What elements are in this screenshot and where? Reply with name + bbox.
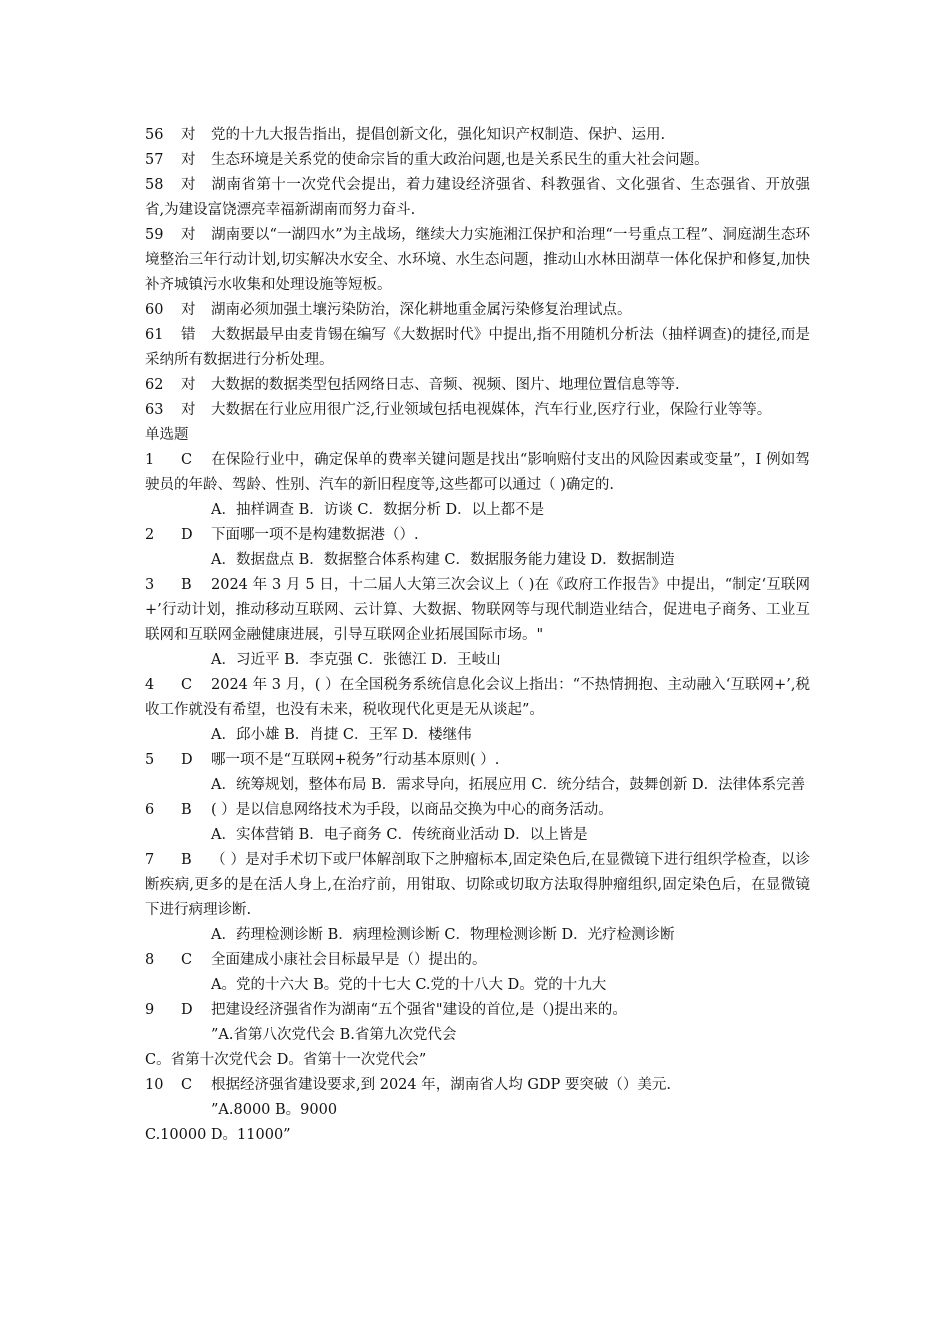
question-options-10: ”A.8000 B。9000: [211, 1102, 338, 1118]
question-item-3: 3 B 2024 年 3 月 5 日，十二届人大第三次会议上（ )在《政府工作报告》中提出，“制定‘互联网+’行动计划，推动移动互联网、云计算、大数据、物联网等与现代制造业结合，促进电子商务、工业互联网和互联网金融健康进展，引导互联网企业拓展国际市场。": [145, 577, 810, 643]
question-item-2: 2 D 下面哪一项不是构建数据港（）.: [145, 527, 419, 543]
question-options-8: A。党的十六大 B。党的十七大 C.党的十八大 D。党的十九大: [211, 977, 607, 993]
question-options-10-cont: C.10000 D。11000”: [145, 1127, 291, 1143]
judgment-item-61: 61 错 大数据最早由麦肯锡在编写《大数据时代》中提出,指不用随机分析法（抽样调查)的捷径,而是采纳所有数据进行分析处理。: [145, 327, 810, 368]
judgment-item-62: 62 对 大数据的数据类型包括网络日志、音频、视频、图片、地理位置信息等等.: [145, 377, 680, 393]
question-options-1: A．抽样调查 B．访谈 C．数据分析 D．以上都不是: [211, 502, 545, 518]
judgment-item-56: 56 对 党的十九大报告指出，提倡创新文化，强化知识产权制造、保护、运用.: [145, 127, 666, 143]
judgment-item-58: 58 对 湖南省第十一次党代会提出，着力建设经济强省、科教强省、文化强省、生态强省、开放强省,为建设富饶漂亮幸福新湖南而努力奋斗.: [145, 177, 810, 218]
judgment-item-57: 57 对 生态环境是关系党的使命宗旨的重大政治问题,也是关系民生的重大社会问题。: [145, 152, 709, 168]
question-item-1: 1 C 在保险行业中，确定保单的费率关键问题是找出“影响赔付支出的风险因素或变量”，I 例如驾驶员的年龄、驾龄、性别、汽车的新旧程度等,这些都可以通过（ )确定的.: [145, 452, 810, 493]
judgment-item-59: 59 对 湖南要以“一湖四水”为主战场，继续大力实施湘江保护和治理“一号重点工程”、洞庭湖生态环境整治三年行动计划,切实解决水安全、水环境、水生态问题，推动山水林田湖草一体化保护和修复,加快补齐城镇污水收集和处理设施等短板。: [145, 227, 810, 293]
question-options-9-cont: C。省第十次党代会 D。省第十一次党代会”: [145, 1052, 427, 1068]
question-item-8: 8 C 全面建成小康社会目标最早是（）提出的。: [145, 952, 487, 968]
question-options-6: A．实体营销 B．电子商务 C．传统商业活动 D．以上皆是: [211, 827, 588, 843]
question-options-9: ”A.省第八次党代会 B.省第九次党代会: [211, 1027, 457, 1043]
question-item-10: 10 C 根据经济强省建设要求,到 2024 年，湖南省人均 GDP 要突破（）美元.: [145, 1077, 672, 1093]
question-options-4: A．邱小雄 B．肖捷 C．王军 D．楼继伟: [211, 727, 472, 743]
question-options-5: A．统筹规划，整体布局 B．需求导向，拓展应用 C．统分结合，鼓舞创新 D．法律体系完善: [211, 777, 806, 793]
question-item-7: 7 B （ ）是对手术切下或尸体解剖取下之肿瘤标本,固定染色后,在显微镜下进行组织学检查，以诊断疾病,更多的是在活人身上,在治疗前，用钳取、切除或切取方法取得肿瘤组织,固定染色后，在显微镜下进行病理诊断.: [145, 852, 810, 918]
question-options-7: A．药理检测诊断 B．病理检测诊断 C．物理检测诊断 D．光疗检测诊断: [211, 927, 675, 943]
question-options-2: A．数据盘点 B．数据整合体系构建 C．数据服务能力建设 D．数据制造: [211, 552, 675, 568]
judgment-item-63: 63 对 大数据在行业应用很广泛,行业领域包括电视媒体，汽车行业,医疗行业，保险行业等等。: [145, 402, 772, 418]
question-options-3: A．习近平 B．李克强 C．张德江 D．王岐山: [211, 652, 501, 668]
section-title: 单选题: [145, 427, 189, 443]
question-item-9: 9 D 把建设经济强省作为湖南“五个强省"建设的首位,是（)提出来的。: [145, 1002, 627, 1018]
question-item-4: 4 C 2024 年 3 月，( ）在全国税务系统信息化会议上指出：“不热情拥抱、主动融入‘互联网+’,税收工作就没有希望，也没有未来，税收现代化更是无从谈起”。: [145, 677, 810, 718]
question-item-5: 5 D 哪一项不是“互联网+税务”行动基本原则( ）.: [145, 752, 500, 768]
judgment-item-60: 60 对 湖南必须加强土壤污染防治，深化耕地重金属污染修复治理试点。: [145, 302, 632, 318]
document-body: [145, 123, 810, 1148]
question-item-6: 6 B ( ）是以信息网络技术为手段，以商品交换为中心的商务活动。: [145, 802, 613, 818]
